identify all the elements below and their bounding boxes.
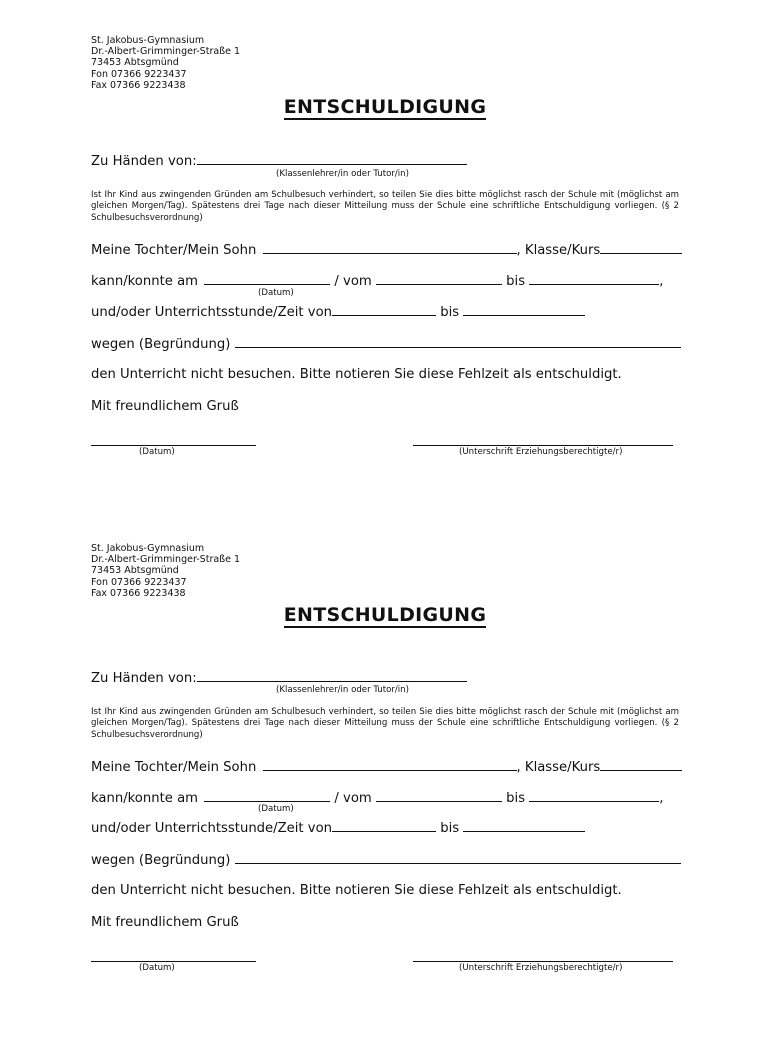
lessons-line [91, 819, 585, 836]
recipient-field[interactable] [197, 152, 467, 165]
from-label: / vom [334, 274, 372, 289]
signature-signer-hint: (Unterschrift Erziehungsberechtigte/r) [459, 963, 623, 973]
school-street: Dr.-Albert-Grimminger-Straße 1 [91, 554, 241, 566]
class-field[interactable] [600, 758, 682, 771]
date-signature-line[interactable] [91, 961, 256, 962]
lessons-to-field[interactable] [463, 303, 585, 316]
dates-line [91, 789, 663, 806]
to-label: bis [506, 791, 526, 806]
dates-label: kann/konnte am [91, 791, 198, 806]
school-city: 73453 Abtsgmünd [91, 565, 179, 577]
child-label: Meine Tochter/Mein Sohn [91, 760, 257, 775]
school-phone: Fon 07366 9223437 [91, 68, 187, 80]
recipient-line [91, 669, 467, 686]
lessons-label: und/oder Unterrichtsstunde/Zeit von [91, 305, 333, 320]
recipient-label: Zu Händen von: [91, 671, 197, 686]
school-city: 73453 Abtsgmünd [91, 57, 179, 69]
to-date-field[interactable] [529, 272, 659, 285]
greeting-text: Mit freundlichem Gruß [91, 915, 239, 930]
recipient-field[interactable] [197, 669, 467, 682]
class-field[interactable] [600, 241, 682, 254]
notice-text: Ist Ihr Kind aus zwingenden Gründen am Schulbesuch verhindert, so teilen Sie dies bitte möglichst rasch der Schule mit (möglichst am gleichen Morgen/Tag). Spätestens drei Tage nach dieser Mitteilung muss der Schule eine schriftliche Entschuldigung vorliegen. (§ 2 Schulbesuchsverordnung) [91, 707, 679, 740]
school-name: St. Jakobus-Gymnasium [91, 543, 205, 554]
from-label: / vom [334, 791, 372, 806]
lessons-from-field[interactable] [332, 303, 436, 316]
reason-label: wegen (Begründung) [91, 337, 231, 352]
dates-line [91, 272, 663, 289]
recipient-label: Zu Händen von: [91, 154, 197, 169]
reason-line [91, 851, 681, 868]
reason-field[interactable] [235, 335, 681, 348]
guardian-signature-line[interactable] [413, 445, 673, 446]
from-date-field[interactable] [376, 272, 502, 285]
date-field[interactable] [204, 789, 330, 802]
lessons-label: und/oder Unterrichtsstunde/Zeit von [91, 821, 333, 836]
school-address [91, 543, 240, 599]
school-fax: Fax 07366 9223438 [91, 79, 186, 91]
school-name: St. Jakobus-Gymnasium [91, 35, 205, 46]
school-fax: Fax 07366 9223438 [91, 587, 186, 599]
class-label: , Klasse/Kurs [516, 243, 601, 258]
excuse-form-bottom [0, 543, 770, 1043]
to-label: bis [506, 274, 526, 289]
school-phone: Fon 07366 9223437 [91, 576, 187, 588]
reason-label: wegen (Begründung) [91, 853, 231, 868]
from-date-field[interactable] [376, 789, 502, 802]
statement-text: den Unterricht nicht besuchen. Bitte notieren Sie diese Fehlzeit als entschuldigt. [91, 367, 622, 382]
date-signature-line[interactable] [91, 445, 256, 446]
date-field[interactable] [204, 272, 330, 285]
signature-signer-hint: (Unterschrift Erziehungsberechtigte/r) [459, 447, 623, 457]
school-street: Dr.-Albert-Grimminger-Straße 1 [91, 46, 241, 58]
notice-text: Ist Ihr Kind aus zwingenden Gründen am Schulbesuch verhindert, so teilen Sie dies bitte möglichst rasch der Schule mit (möglichst am gleichen Morgen/Tag). Spätestens drei Tage nach dieser Mitteilung muss der Schule eine schriftliche Entschuldigung vorliegen. (§ 2 Schulbesuchsverordnung) [91, 190, 679, 223]
lessons-to-field[interactable] [463, 819, 585, 832]
signature-date-hint: (Datum) [139, 447, 175, 457]
reason-line [91, 335, 681, 352]
recipient-line [91, 152, 467, 169]
signature-date-hint: (Datum) [139, 963, 175, 973]
form-title: ENTSCHULDIGUNG [283, 604, 487, 626]
child-line [91, 758, 682, 775]
recipient-hint: (Klassenlehrer/in oder Tutor/in) [276, 685, 409, 695]
date-hint: (Datum) [258, 804, 294, 814]
child-line [91, 241, 682, 258]
excuse-form-top [0, 35, 770, 535]
recipient-hint: (Klassenlehrer/in oder Tutor/in) [276, 169, 409, 179]
form-title: ENTSCHULDIGUNG [283, 96, 487, 118]
dates-comma: , [659, 791, 664, 806]
class-label: , Klasse/Kurs [516, 760, 601, 775]
child-label: Meine Tochter/Mein Sohn [91, 243, 257, 258]
lessons-to-label: bis [440, 305, 460, 320]
dates-label: kann/konnte am [91, 274, 198, 289]
reason-field[interactable] [235, 851, 681, 864]
guardian-signature-line[interactable] [413, 961, 673, 962]
greeting-text: Mit freundlichem Gruß [91, 399, 239, 414]
dates-comma: , [659, 274, 664, 289]
child-name-field[interactable] [263, 241, 517, 254]
to-date-field[interactable] [529, 789, 659, 802]
school-address [91, 35, 240, 91]
lessons-line [91, 303, 585, 320]
child-name-field[interactable] [263, 758, 517, 771]
date-hint: (Datum) [258, 288, 294, 298]
lessons-from-field[interactable] [332, 819, 436, 832]
lessons-to-label: bis [440, 821, 460, 836]
statement-text: den Unterricht nicht besuchen. Bitte notieren Sie diese Fehlzeit als entschuldigt. [91, 883, 622, 898]
